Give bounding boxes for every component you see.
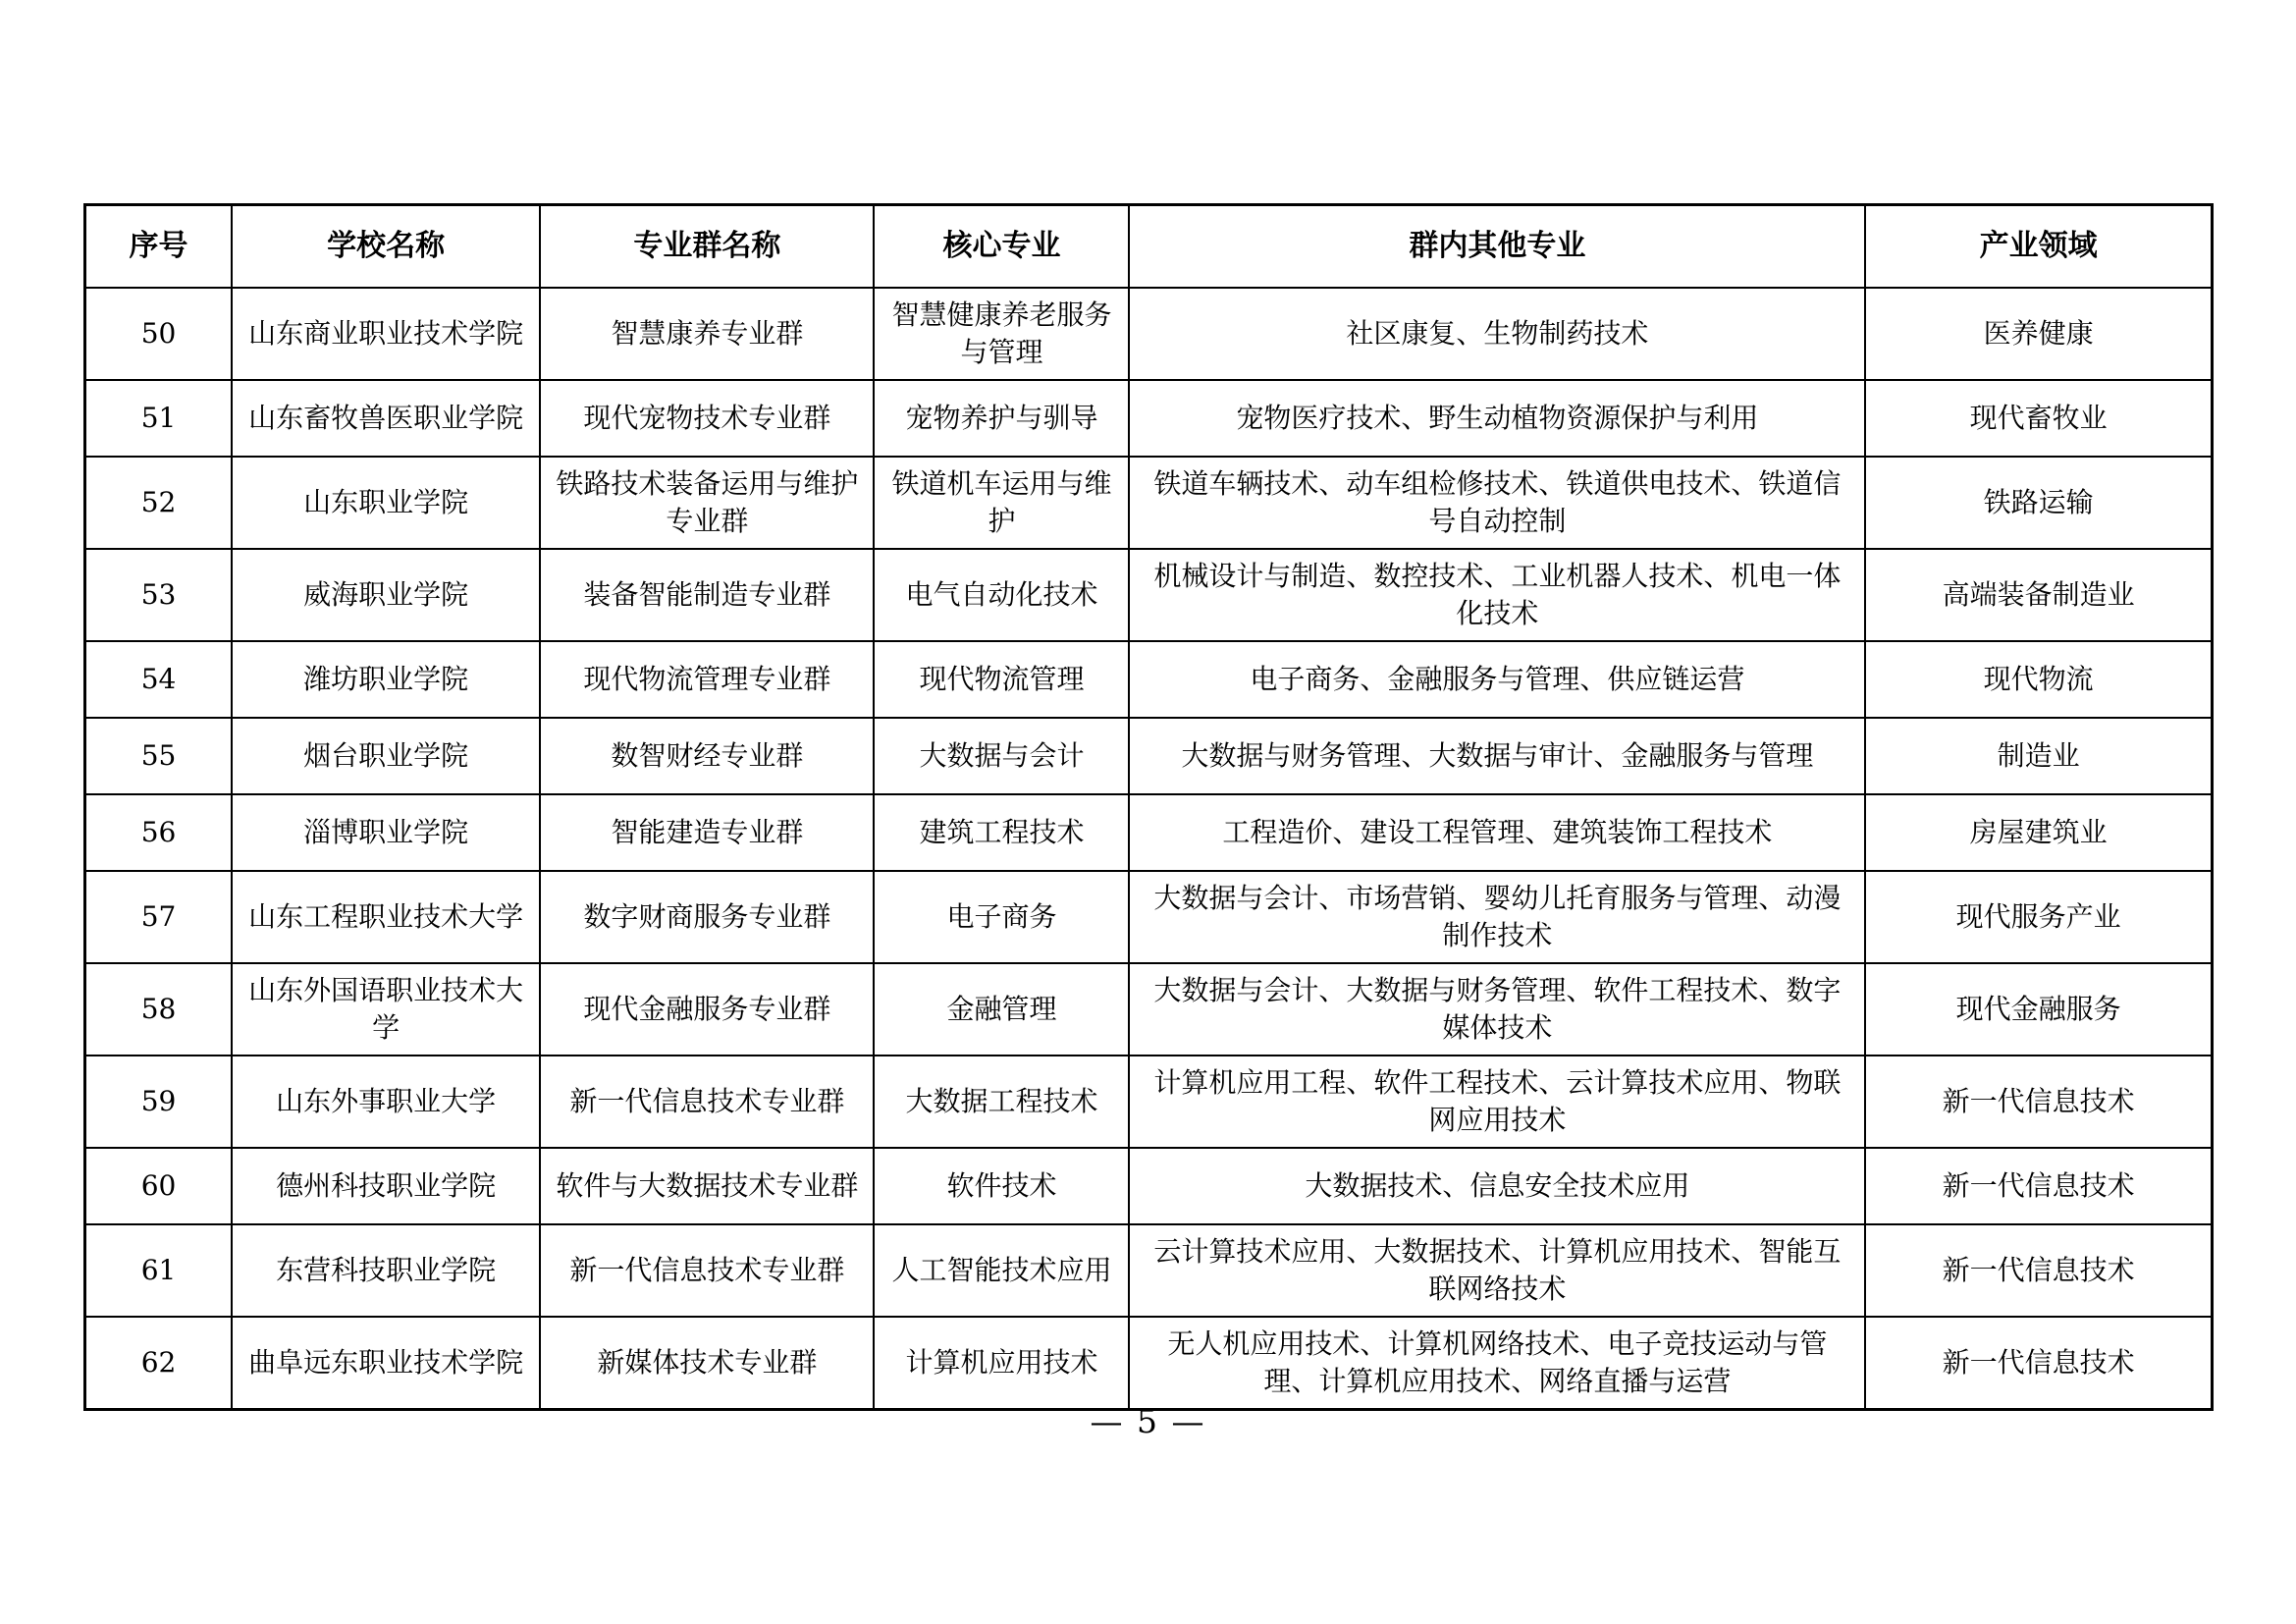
other-majors-cell: 宠物医疗技术、野生动植物资源保护与利用 xyxy=(1129,380,1865,457)
row-number-cell: 53 xyxy=(85,549,233,641)
other-majors-cell: 无人机应用技术、计算机网络技术、电子竞技运动与管理、计算机应用技术、网络直播与运营 xyxy=(1129,1317,1865,1410)
industry-field-cell: 现代服务产业 xyxy=(1865,871,2212,963)
row-number-cell: 62 xyxy=(85,1317,233,1410)
core-major-cell: 现代物流管理 xyxy=(874,641,1129,718)
row-number-cell: 61 xyxy=(85,1224,233,1317)
industry-field-cell: 现代畜牧业 xyxy=(1865,380,2212,457)
major-group-cell: 现代宠物技术专业群 xyxy=(540,380,874,457)
table-header-row xyxy=(85,205,2213,288)
table-row xyxy=(85,1148,2213,1224)
industry-field-cell: 新一代信息技术 xyxy=(1865,1148,2212,1224)
industry-field-cell: 医养健康 xyxy=(1865,288,2212,380)
school-name-cell: 潍坊职业学院 xyxy=(232,641,540,718)
school-name-cell: 山东畜牧兽医职业学院 xyxy=(232,380,540,457)
table-row xyxy=(85,871,2213,963)
page-number: — 5 — xyxy=(1090,1402,1206,1440)
table-row xyxy=(85,1056,2213,1148)
row-number-cell: 57 xyxy=(85,871,233,963)
row-number-cell: 56 xyxy=(85,794,233,871)
industry-field-cell: 新一代信息技术 xyxy=(1865,1224,2212,1317)
school-name-cell: 山东商业职业技术学院 xyxy=(232,288,540,380)
other-majors-cell: 社区康复、生物制药技术 xyxy=(1129,288,1865,380)
major-group-cell: 装备智能制造专业群 xyxy=(540,549,874,641)
table-row xyxy=(85,718,2213,794)
core-major-cell: 计算机应用技术 xyxy=(874,1317,1129,1410)
table-row xyxy=(85,288,2213,380)
column-header-school-name: 学校名称 xyxy=(232,205,540,288)
other-majors-cell: 大数据技术、信息安全技术应用 xyxy=(1129,1148,1865,1224)
other-majors-cell: 机械设计与制造、数控技术、工业机器人技术、机电一体化技术 xyxy=(1129,549,1865,641)
row-number-cell: 52 xyxy=(85,457,233,549)
core-major-cell: 电子商务 xyxy=(874,871,1129,963)
other-majors-cell: 大数据与会计、市场营销、婴幼儿托育服务与管理、动漫制作技术 xyxy=(1129,871,1865,963)
other-majors-cell: 大数据与财务管理、大数据与审计、金融服务与管理 xyxy=(1129,718,1865,794)
school-name-cell: 威海职业学院 xyxy=(232,549,540,641)
major-group-cell: 铁路技术装备运用与维护专业群 xyxy=(540,457,874,549)
row-number-cell: 51 xyxy=(85,380,233,457)
industry-field-cell: 现代金融服务 xyxy=(1865,963,2212,1056)
row-number-cell: 54 xyxy=(85,641,233,718)
core-major-cell: 铁道机车运用与维护 xyxy=(874,457,1129,549)
table-row xyxy=(85,963,2213,1056)
school-name-cell: 山东外国语职业技术大学 xyxy=(232,963,540,1056)
major-group-cell: 软件与大数据技术专业群 xyxy=(540,1148,874,1224)
school-name-cell: 山东外事职业大学 xyxy=(232,1056,540,1148)
table-row xyxy=(85,794,2213,871)
row-number-cell: 55 xyxy=(85,718,233,794)
school-name-cell: 德州科技职业学院 xyxy=(232,1148,540,1224)
industry-field-cell: 新一代信息技术 xyxy=(1865,1317,2212,1410)
core-major-cell: 建筑工程技术 xyxy=(874,794,1129,871)
industry-field-cell: 铁路运输 xyxy=(1865,457,2212,549)
column-header-other-majors: 群内其他专业 xyxy=(1129,205,1865,288)
other-majors-cell: 电子商务、金融服务与管理、供应链运营 xyxy=(1129,641,1865,718)
major-group-cell: 新一代信息技术专业群 xyxy=(540,1056,874,1148)
major-group-cell: 数字财商服务专业群 xyxy=(540,871,874,963)
other-majors-cell: 大数据与会计、大数据与财务管理、软件工程技术、数字媒体技术 xyxy=(1129,963,1865,1056)
major-group-cell: 新媒体技术专业群 xyxy=(540,1317,874,1410)
table-row xyxy=(85,641,2213,718)
major-group-cell: 数智财经专业群 xyxy=(540,718,874,794)
row-number-cell: 59 xyxy=(85,1056,233,1148)
other-majors-cell: 工程造价、建设工程管理、建筑装饰工程技术 xyxy=(1129,794,1865,871)
table-row xyxy=(85,1224,2213,1317)
core-major-cell: 金融管理 xyxy=(874,963,1129,1056)
row-number-cell: 50 xyxy=(85,288,233,380)
core-major-cell: 软件技术 xyxy=(874,1148,1129,1224)
column-header-index: 序号 xyxy=(85,205,233,288)
core-major-cell: 人工智能技术应用 xyxy=(874,1224,1129,1317)
major-group-cell: 现代物流管理专业群 xyxy=(540,641,874,718)
table-row xyxy=(85,1317,2213,1410)
core-major-cell: 智慧健康养老服务与管理 xyxy=(874,288,1129,380)
school-name-cell: 烟台职业学院 xyxy=(232,718,540,794)
industry-field-cell: 房屋建筑业 xyxy=(1865,794,2212,871)
industry-field-cell: 现代物流 xyxy=(1865,641,2212,718)
core-major-cell: 宠物养护与驯导 xyxy=(874,380,1129,457)
other-majors-cell: 云计算技术应用、大数据技术、计算机应用技术、智能互联网络技术 xyxy=(1129,1224,1865,1317)
school-name-cell: 淄博职业学院 xyxy=(232,794,540,871)
table-row xyxy=(85,380,2213,457)
table-row xyxy=(85,549,2213,641)
column-header-industry-field: 产业领域 xyxy=(1865,205,2212,288)
core-major-cell: 电气自动化技术 xyxy=(874,549,1129,641)
school-name-cell: 曲阜远东职业技术学院 xyxy=(232,1317,540,1410)
other-majors-cell: 铁道车辆技术、动车组检修技术、铁道供电技术、铁道信号自动控制 xyxy=(1129,457,1865,549)
major-group-cell: 现代金融服务专业群 xyxy=(540,963,874,1056)
major-group-cell: 新一代信息技术专业群 xyxy=(540,1224,874,1317)
row-number-cell: 60 xyxy=(85,1148,233,1224)
school-name-cell: 东营科技职业学院 xyxy=(232,1224,540,1317)
majors-table xyxy=(83,203,2214,1411)
major-group-cell: 智慧康养专业群 xyxy=(540,288,874,380)
major-group-cell: 智能建造专业群 xyxy=(540,794,874,871)
school-name-cell: 山东职业学院 xyxy=(232,457,540,549)
industry-field-cell: 高端装备制造业 xyxy=(1865,549,2212,641)
industry-field-cell: 制造业 xyxy=(1865,718,2212,794)
column-header-major-group-name: 专业群名称 xyxy=(540,205,874,288)
table-row xyxy=(85,457,2213,549)
industry-field-cell: 新一代信息技术 xyxy=(1865,1056,2212,1148)
core-major-cell: 大数据工程技术 xyxy=(874,1056,1129,1148)
core-major-cell: 大数据与会计 xyxy=(874,718,1129,794)
row-number-cell: 58 xyxy=(85,963,233,1056)
column-header-core-major: 核心专业 xyxy=(874,205,1129,288)
school-name-cell: 山东工程职业技术大学 xyxy=(232,871,540,963)
other-majors-cell: 计算机应用工程、软件工程技术、云计算技术应用、物联网应用技术 xyxy=(1129,1056,1865,1148)
